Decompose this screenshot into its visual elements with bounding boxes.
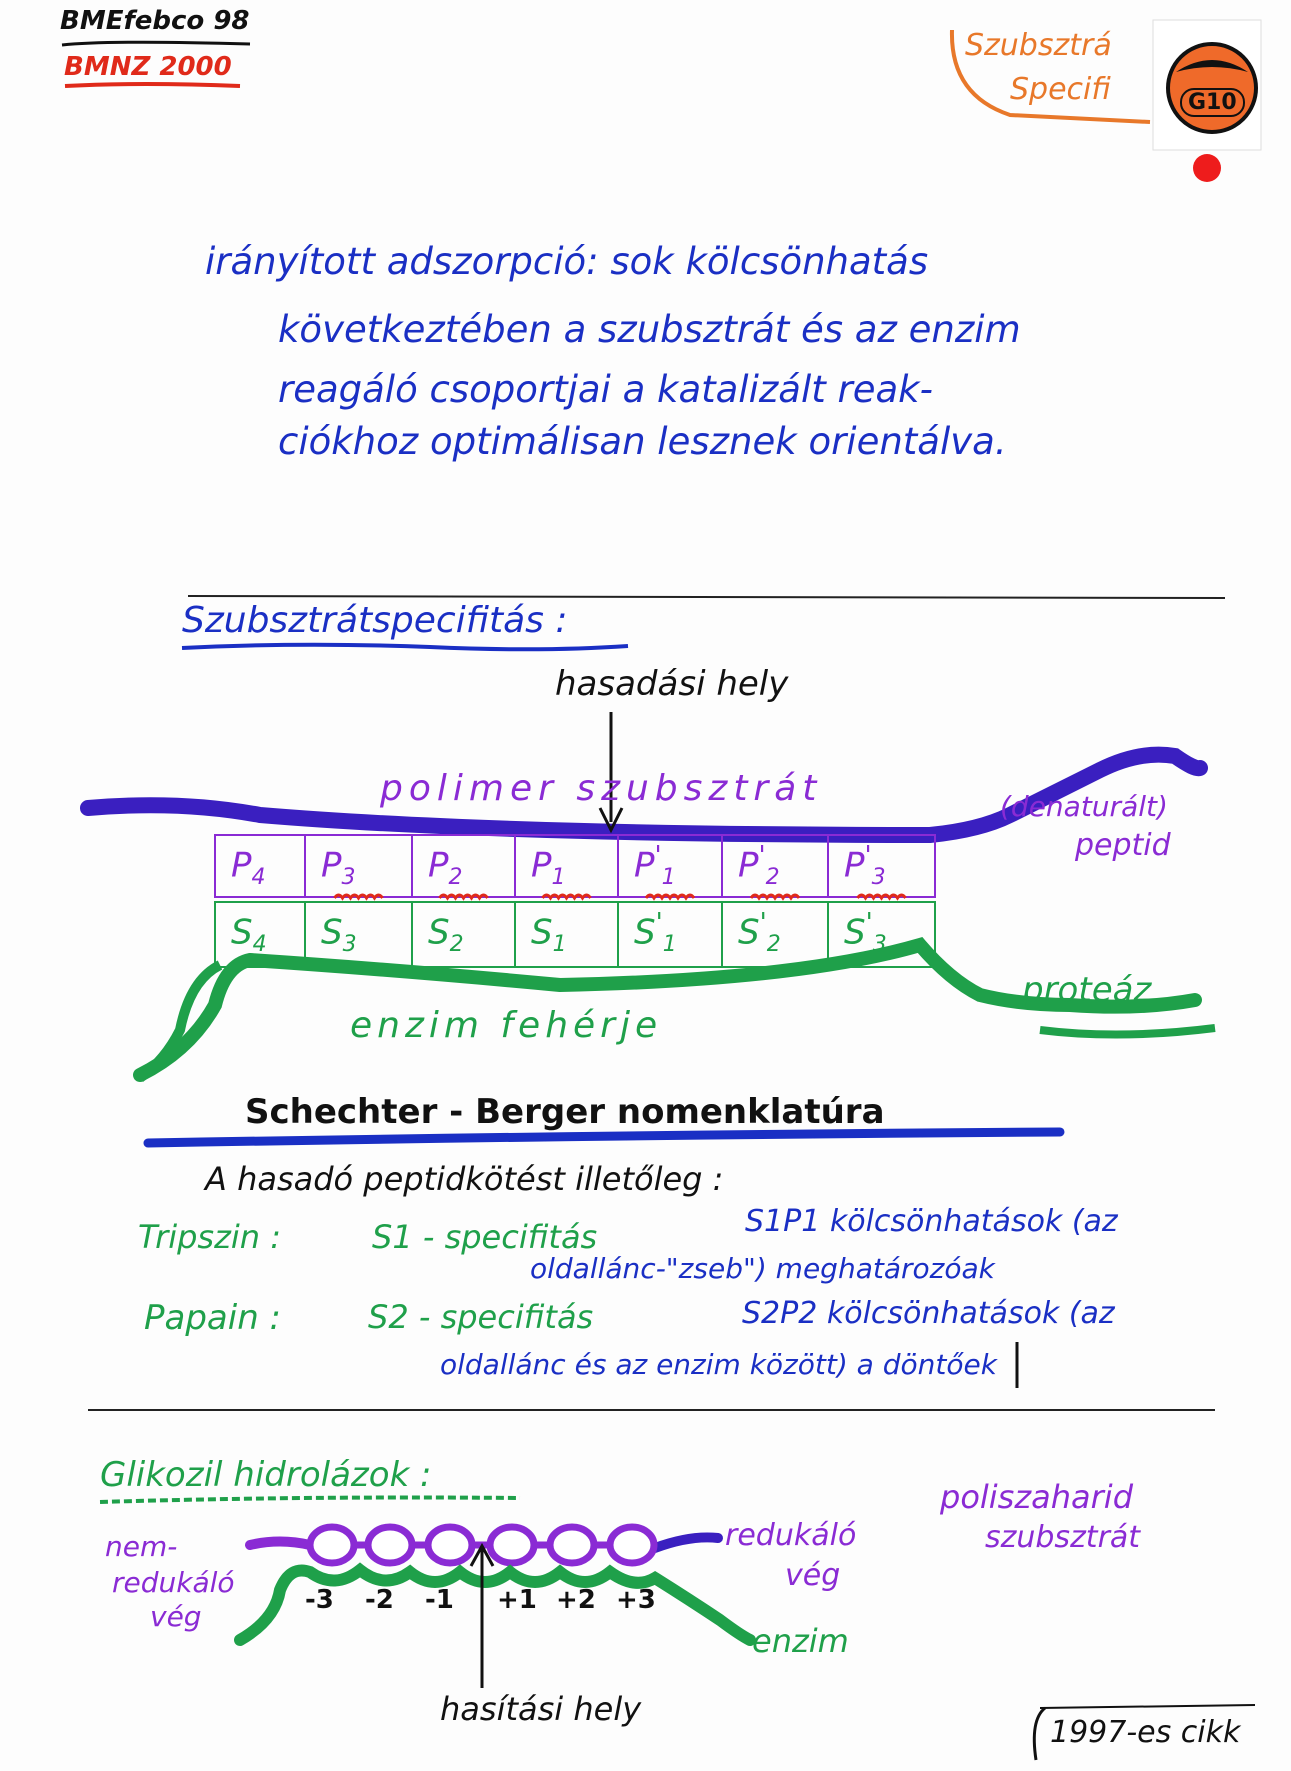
- p-cell-label-6: [738, 841, 780, 890]
- p-cell-label-1: [231, 841, 266, 890]
- polysaccharide-chain-left: [250, 1542, 310, 1546]
- s-cell-letter: S: [531, 912, 553, 953]
- section1-title-underline: [182, 645, 628, 650]
- p-cell-prime: ': [758, 841, 766, 871]
- s-cell-label-1: [231, 908, 267, 957]
- s-cell-label-2: [321, 908, 357, 957]
- definition-line-3: reagáló csoportjai a katalizált reak-: [278, 368, 933, 411]
- p-cell-index: 3: [871, 865, 886, 891]
- p-cell-index: 1: [661, 865, 676, 891]
- polysaccharide-label-1: poliszaharid: [940, 1478, 1133, 1516]
- interaction-squiggle-1: [335, 895, 383, 898]
- header-underline-black: [62, 42, 250, 45]
- p-cell-letter: P: [844, 845, 865, 886]
- section2-title-underline: [100, 1498, 520, 1503]
- reducing-end-2: vég: [785, 1558, 841, 1593]
- nonreducing-end-2: redukáló: [112, 1566, 235, 1599]
- s-cell-letter: S: [738, 912, 760, 953]
- papain-name: Papain :: [144, 1298, 282, 1338]
- s-cell-label-5: [634, 908, 677, 957]
- cleavage-site-label: hasadási hely: [555, 664, 789, 704]
- p-cell-index: 1: [551, 865, 566, 891]
- hydrolysis-site-label: hasítási hely: [440, 1690, 642, 1728]
- protease-stroke: [1040, 1028, 1215, 1035]
- subsite-position-6: +3: [616, 1585, 656, 1615]
- enzyme-protein-label: enzim fehérje: [350, 1005, 663, 1046]
- reducing-end-1: redukáló: [725, 1518, 857, 1553]
- p-cell-label-7: [844, 841, 886, 890]
- sugar-residue-5: [550, 1527, 594, 1563]
- subsite-position-2: -2: [365, 1585, 394, 1615]
- p-cell-index: 2: [765, 865, 780, 891]
- p-cell-index: 4: [251, 865, 266, 891]
- p-cell-index: 3: [341, 865, 356, 891]
- definition-line-2: következtében a szubsztrát és az enzim: [278, 308, 1021, 351]
- p-cell-letter: P: [428, 845, 449, 886]
- s-cell-label-3: [428, 908, 464, 957]
- peptide-label: peptid: [1075, 828, 1171, 863]
- s-cell-index: 4: [252, 932, 267, 958]
- polymer-substrate-label: polimer szubsztrát: [380, 768, 823, 809]
- interaction-squiggle-6: [858, 895, 906, 898]
- section1-title: Szubsztrátspecifitás :: [182, 600, 568, 641]
- section2-title: Glikozil hidrolázok :: [100, 1455, 432, 1495]
- p-cell-label-4: [531, 841, 566, 890]
- topic-tag-line1: Szubsztrá: [965, 28, 1112, 63]
- subsite-position-1: -3: [305, 1585, 334, 1615]
- s-cell-index: 2: [766, 932, 781, 958]
- topic-tag-line2: Specifi: [1010, 72, 1111, 107]
- s-cell-label-4: [531, 908, 567, 957]
- interaction-squiggle-5: [751, 895, 799, 898]
- nonreducing-end-1: nem-: [105, 1530, 178, 1563]
- sugar-residue-4: [490, 1527, 534, 1563]
- protease-label: proteáz: [1022, 970, 1152, 1010]
- s-cell-index: 1: [662, 932, 677, 958]
- trypsin-explanation: oldallánc-"zseb") meghatározóak: [530, 1252, 995, 1285]
- header-underline-red: [65, 84, 240, 86]
- s-cell-letter: S: [844, 912, 866, 953]
- nomenclature-intro: A hasadó peptidkötést illetőleg :: [205, 1160, 724, 1198]
- sugar-residue-6: [610, 1527, 654, 1563]
- p-cell-prime: ': [864, 841, 872, 871]
- denatured-label: (denaturált): [1000, 790, 1168, 823]
- p-cell-letter: P: [738, 845, 759, 886]
- p-cell-letter: P: [231, 845, 252, 886]
- reference-note: 1997-es cikk: [1050, 1715, 1241, 1750]
- s-cell-prime: ': [759, 908, 767, 938]
- trypsin-name: Tripszin :: [138, 1218, 282, 1256]
- polysaccharide-label-2: szubsztrát: [985, 1520, 1141, 1555]
- definition-line-1: irányított adszorpció: sok kölcsönhatás: [205, 240, 929, 283]
- s-cell-index: 2: [449, 932, 464, 958]
- reference-underline: [1040, 1705, 1255, 1708]
- p-cell-label-3: [428, 841, 463, 890]
- p-cell-label-5: [634, 841, 676, 890]
- subsite-position-3: -1: [425, 1585, 454, 1615]
- p-cell-prime: ': [654, 841, 662, 871]
- interaction-squiggle-3: [543, 895, 591, 898]
- sugar-residue-1: [310, 1527, 354, 1563]
- p-cell-letter: P: [531, 845, 552, 886]
- s-cell-label-6: [738, 908, 781, 957]
- subsite-position-4: +1: [497, 1585, 537, 1615]
- s-cell-label-7: [844, 908, 887, 957]
- s-cell-index: 1: [552, 932, 567, 958]
- sheet-badge: G10: [1180, 88, 1245, 117]
- polysaccharide-chain-right: [655, 1537, 718, 1548]
- sugar-residue-2: [368, 1527, 412, 1563]
- interaction-squiggle-4: [646, 895, 694, 898]
- header-course-code: BMEfebco 98: [60, 6, 250, 36]
- s-cell-prime: ': [655, 908, 663, 938]
- interaction-squiggle-2: [440, 895, 488, 898]
- nomenclature-title-underline: [148, 1132, 1060, 1143]
- papain-explanation: oldallánc és az enzim között) a döntőek: [440, 1348, 997, 1381]
- enzyme-band: [140, 945, 1195, 1075]
- s-cell-letter: S: [634, 912, 656, 953]
- papain-specificity: S2 - specifitás: [368, 1298, 594, 1336]
- papain-interaction: S2P2 kölcsönhatások (az: [742, 1296, 1115, 1331]
- header-course-code-2: BMNZ 2000: [64, 52, 232, 82]
- nomenclature-title: Schechter - Berger nomenklatúra: [245, 1092, 885, 1132]
- p-cell-letter: P: [634, 845, 655, 886]
- p-cell-letter: P: [321, 845, 342, 886]
- subsite-position-5: +2: [556, 1585, 596, 1615]
- s-cell-index: 3: [872, 932, 887, 958]
- p-cell-index: 2: [448, 865, 463, 891]
- s-cell-letter: S: [321, 912, 343, 953]
- separator-1: [188, 596, 1225, 598]
- glycosidase-enzyme-label: enzim: [752, 1622, 849, 1660]
- reference-bracket: [1034, 1708, 1045, 1760]
- s-cell-letter: S: [428, 912, 450, 953]
- red-dot: [1193, 154, 1221, 182]
- sugar-residue-3: [428, 1527, 472, 1563]
- p-cell-label-2: [321, 841, 356, 890]
- trypsin-specificity: S1 - specifitás: [372, 1218, 598, 1256]
- s-cell-letter: S: [231, 912, 253, 953]
- trypsin-interaction: S1P1 kölcsönhatások (az: [745, 1204, 1118, 1239]
- definition-line-4: ciókhoz optimálisan lesznek orientálva.: [278, 420, 1007, 463]
- nonreducing-end-3: vég: [150, 1600, 202, 1633]
- s-cell-index: 3: [342, 932, 357, 958]
- s-cell-prime: ': [865, 908, 873, 938]
